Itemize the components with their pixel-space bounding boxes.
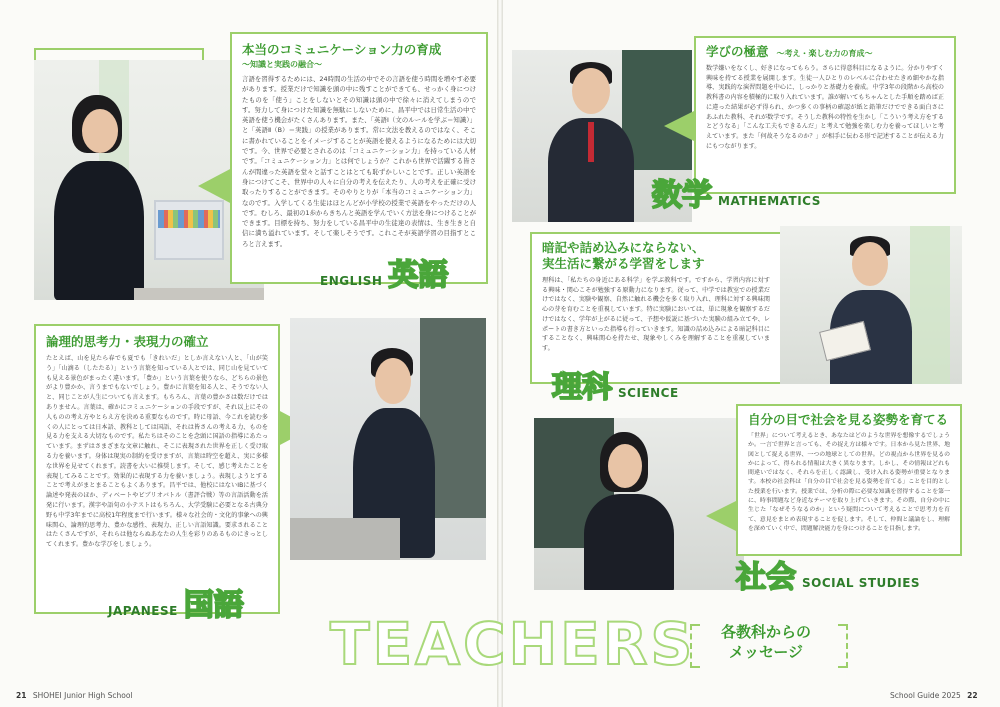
- science-title-line2: 実生活に繋がる学習をします: [542, 256, 705, 271]
- japanese-teacher-photo: [290, 318, 486, 560]
- bookshelf: [154, 200, 224, 260]
- science-label-jp: 理科: [552, 370, 612, 405]
- english-subtitle: 〜知識と実践の融合〜: [242, 60, 322, 69]
- teachers-heading: TEACHERS: [330, 610, 696, 678]
- english-label-jp: 英語: [388, 258, 449, 293]
- science-label-en: SCIENCE: [618, 386, 679, 400]
- page-number-right: 22: [967, 691, 978, 700]
- footer-left: [16, 691, 133, 700]
- math-label: [652, 170, 821, 214]
- message-line-2: メッセージ: [728, 643, 804, 661]
- social-label-jp: 社会: [736, 560, 796, 595]
- math-label-en: MATHEMATICS: [718, 194, 821, 208]
- math-body: 数学嫌いをなくし、好きになってもらう。さらに得意科目になるように。分かりやすく興味を持てる授業を展開します。生徒一人ひとりのレベルに合わせたきめ細やかな指導、実践的な演習問題を中心に、しっかりと基礎力を養成。中学3年の段階から高校の教科書の内容を積極的に取り入れています。誰が解いてもちゃんとした手順を踏めば正に違った結果が必ず得られ、かつ多くの事柄の確認が紙と鉛筆だけでできる面白さにあふれた教科、それが数学です。そうした教科の特性を生かし「こういう考え方をするとどうなる」「こんな工夫もできるんだ」と考えて勉強を楽しむ力を養ってほしいと考えています。また「何故そうなるのか？」が相手に伝わる形で記述することが伝える力にもつながります。: [706, 65, 944, 150]
- social-title: 自分の目で社会を見る姿勢を育てる: [748, 412, 949, 427]
- english-body: 言語を習得するためには、24時間の生活の中でその言語を使う時間を増やす必要があります。授業だけで知識を頭の中に残すことができても、せっかく身につけたものを「使う」ことをしないとその知識は頭の中で徐々に消えてしまうのです。努力して身につけた知識を無駄にしないために、昌平中では日常生活の中で英語を使う機会がたくさんあります。また、「英語Ⅰ（文のルールを学ぶ＝知識）」と「英語Ⅱ（B）＝実践」の授業があります。常に文法を教えるのではなく、そこに書かれていることをイメージすることが英語を使えるようになるためには大切です。今、世界で必要とされるのは「コミュニケーション力」を持っている人材です。「コミュニケーション力」とは何でしょうか？これから世界で活躍する皆さんが間違った英語を堂々と話すことはとても恥ずかしいことです。正しい英語を身につけてこそ、世界中の人々に自分の考えを伝えたり、人の考えを正確に受け取ったりすることができます。そのやりとりが「本当のコミュニケーション力」なのです。入学してくる生徒はほとんどが小学校の授業で英語をやっただけの人です。むしろ、最初の1歩からきちんと英語を学んでいく方法を身につけることができます。目標を持ち、努力をしている昌平中の生徒達の表情は、生き生きと自信に満ち溢れています。そして楽しそうです。これこそが英語学習の目指すところと言えます。: [242, 75, 476, 248]
- social-message-box: [736, 404, 962, 556]
- english-title: 本当のコミュニケーション力の育成: [242, 42, 442, 57]
- social-body: 「世界」について考えるとき、あなたはどのような世界を想像するでしょうか。一言で世界と言っても、その捉え方は様々です。日本から見た世界、地図として捉える世界、一つの地球としての世界。どの視点から世界を見るのかによって、得られる情報は大きく異なります。しかし、その情報はどれも間違いではなく、それらを正しく認識し、受け入れる姿勢が重要となります。本校の社会科は「自分の目で社会を見る姿勢を育てる」ことを目的とした授業を行います。授業では、分析の際に必要な知識を習得することを第一に、時事問題など身近なテーマを取り上げていきます。その際、自分の中に生じた「なぜそうなるのか」という疑問について考えることで思考力を育て、意見をまとめ表現することを促します。そして、仲間と議論をし、理解を深めていく中で、問題解決能力を身につけることを目指します。: [748, 433, 950, 532]
- social-label-en: SOCIAL STUDIES: [802, 576, 921, 590]
- japanese-body: たとえば、山を見たら春でも夏でも「きれいだ」としか言えない人と、「山が笑う」「山滴る（したたる）」という言葉を知っている人とでは、同じ山を見ていても見える景色がまったく違います。「豊か」という言葉を使うなら、どちらの景色がより豊かか、言うまでもないでしょう。豊かに言葉を知る人と、そうでない人と、同じことが人生についても言えます。もちろん、言葉の豊かさは数だけではありません。言葉は、確かにコミュニケーションの手段ですが、それ以上にその人ものの考え方やとらえ方を決める重要なものです。時に母語、今これを読む多くの人にとっては日本語、教科としては国語、それは皆さんの考える力、ものを見る力を支える大切なものです。私たちはそのことを念頭に国語の指導にあたっています。まずはさまざまな文章に触れ、そこに表現された世界を正しく受け取る力を養います。身体は現実の制約を受けますが、言葉は時空を超え、実に多様な世界を見せてくれます。読書を大いに推奨します。そして、感じ考えたことを表現してみることです。効果的に表現する力を養いましょう。表現しようとすることで考えがまとまることもよくあります。昌平では、他校にはないIBに基づく論述や発表のほか、ディベートやビブリオバトル（書評合戦）等の言語活動を活発に行います。漢字や語句の小テストはもちろん、大学受験に必要となる古典分野も中学3年までに高校1年程度まで行います。様々な社会的・文化的事象への興味関心、論理的思考力、豊かな感性、表現力、正しい言語知識。要求されることはたくさんですが、それらは他ならぬあなたの人生を彩りのあるものにきっとしてくれます。豊かな学びをしましょう。: [46, 355, 268, 549]
- message-heading: [686, 622, 846, 662]
- social-box-pointer: [706, 500, 738, 532]
- science-teacher-photo: [780, 226, 962, 384]
- science-title-line1: 暗記や詰め込みにならない、: [542, 240, 705, 255]
- japanese-message-box: [34, 324, 280, 614]
- message-line-1: 各教科からの: [720, 623, 811, 641]
- japanese-title: 論理的思考力・表現力の確立: [46, 334, 209, 349]
- page-gutter: [497, 0, 503, 707]
- footer-right-text: School Guide 2025: [890, 691, 961, 700]
- science-label: [552, 362, 679, 406]
- math-box-pointer: [664, 110, 696, 142]
- page-number-left: 21: [16, 691, 27, 700]
- japanese-label: [108, 580, 244, 624]
- english-label: [320, 250, 448, 294]
- footer-left-text: SHOHEI Junior High School: [32, 691, 133, 700]
- math-subtitle: 〜考え・楽しむ力の育成〜: [776, 49, 873, 58]
- math-title: 学びの極意: [706, 44, 769, 59]
- science-body: 理科は、「私たちの身近にある科学」を学ぶ教科です。ですから、学習内容に対する興味・関心こそが勉強する原動力になります。従って、中学では教室での授業だけではなく、実験や観察、自然に触れる機会を多く取り入れ、理科に対する興味関心の芽を育むことを重視しています。特に実験においては、単に現象を観察するだけではなく、学年が上がるに従って、予想や仮説に基づいた実験の組み立てや、レポートの書き方といった指導も行っていきます。知識の詰め込みによる暗記科目にすることなく、興味関心を持たせ、現象やしくみを理解することを重視しています。: [542, 277, 770, 352]
- japanese-label-en: JAPANESE: [108, 604, 178, 618]
- footer-right: [890, 691, 982, 700]
- english-box-pointer: [198, 168, 232, 204]
- english-message-box: [230, 32, 488, 284]
- english-label-en: ENGLISH: [320, 274, 383, 288]
- social-label: [736, 552, 920, 596]
- japanese-label-jp: 国語: [183, 588, 244, 623]
- math-label-jp: 数学: [652, 178, 712, 213]
